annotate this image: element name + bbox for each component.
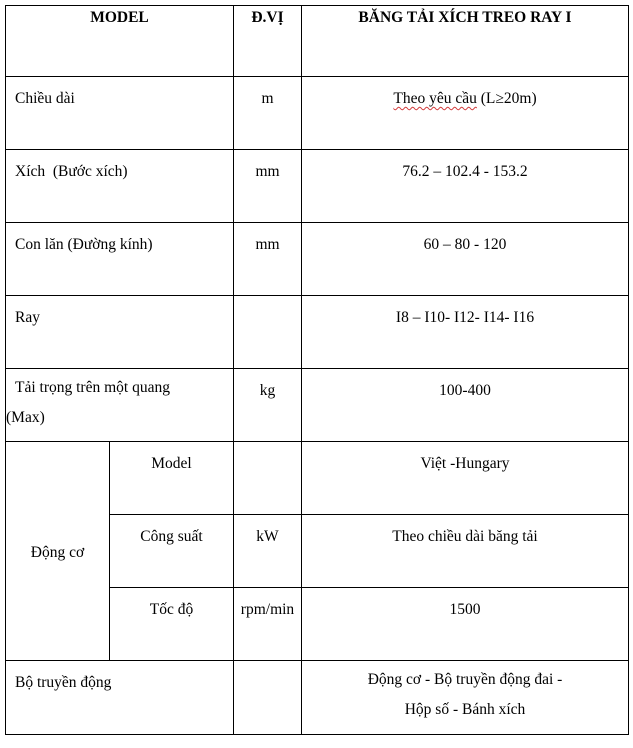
transmission-unit: [234, 661, 302, 735]
engine-model-label: Model: [110, 442, 234, 515]
engine-power-unit: kW: [234, 515, 302, 588]
length-value: [302, 77, 629, 150]
load-label-line1: Tải trọng trên một quang: [15, 379, 170, 396]
row-roller: [6, 223, 629, 296]
chain-unit: mm: [234, 150, 302, 223]
row-engine-model: [6, 442, 629, 515]
load-label-line2: (Max): [6, 409, 45, 426]
load-label: [6, 369, 234, 442]
roller-label: Con lăn (Đường kính): [6, 223, 234, 296]
header-model: MODEL: [6, 6, 234, 77]
transmission-value-line2: Hộp số - Bánh xích: [404, 701, 526, 718]
engine-label: Động cơ: [6, 442, 110, 661]
transmission-value-line1: Động cơ - Bộ truyền động đai -: [367, 671, 563, 688]
length-value-words: Theo yêu cầu: [393, 90, 477, 107]
transmission-value: [302, 661, 629, 735]
length-value-rest: (L≥20m): [476, 90, 537, 107]
row-load: [6, 369, 629, 442]
engine-speed-label: Tốc độ: [110, 588, 234, 661]
header-spec: BĂNG TẢI XÍCH TREO RAY I: [302, 6, 629, 77]
length-label: Chiều dài: [6, 77, 234, 150]
row-transmission: [6, 661, 629, 735]
length-unit: m: [234, 77, 302, 150]
engine-speed-value: 1500: [302, 588, 629, 661]
engine-speed-unit: rpm/min: [234, 588, 302, 661]
chain-value: 76.2 – 102.4 - 153.2: [302, 150, 629, 223]
engine-model-unit: [234, 442, 302, 515]
row-length: [6, 77, 629, 150]
spec-table: [5, 5, 629, 735]
rail-label: Ray: [6, 296, 234, 369]
load-value: 100-400: [302, 369, 629, 442]
rail-unit: [234, 296, 302, 369]
rail-value: I8 – I10- I12- I14- I16: [302, 296, 629, 369]
row-rail: [6, 296, 629, 369]
load-unit: kg: [234, 369, 302, 442]
engine-power-value: Theo chiều dài băng tải: [302, 515, 629, 588]
header-row: [6, 6, 629, 77]
chain-label: Xích (Bước xích): [6, 150, 234, 223]
transmission-label: Bộ truyền động: [6, 661, 234, 735]
roller-value: 60 – 80 - 120: [302, 223, 629, 296]
roller-unit: mm: [234, 223, 302, 296]
header-unit: Đ.VỊ: [234, 6, 302, 77]
engine-power-label: Công suất: [110, 515, 234, 588]
row-chain: [6, 150, 629, 223]
engine-model-value: Việt -Hungary: [302, 442, 629, 515]
